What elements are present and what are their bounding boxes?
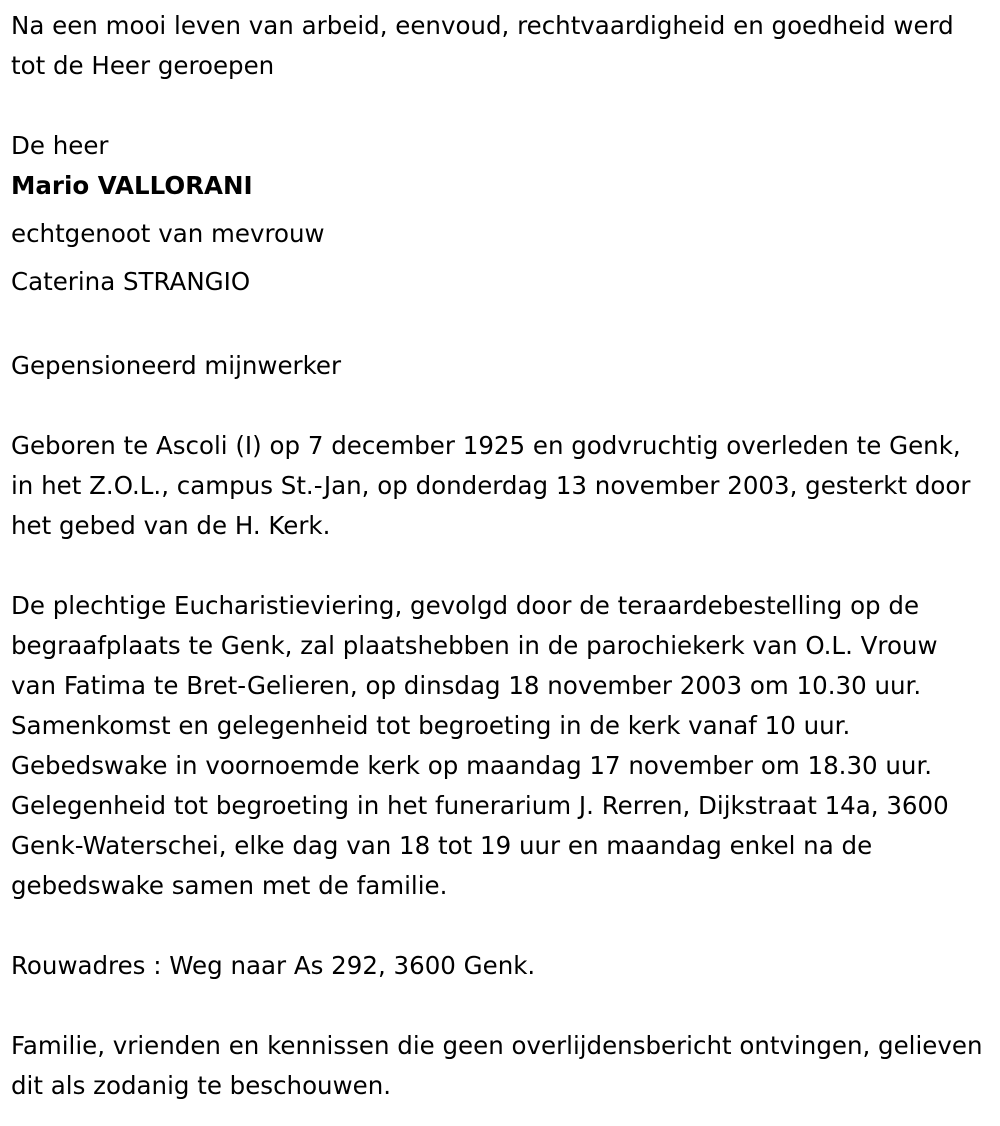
ceremony-paragraph: De plechtige Eucharistieviering, gevolgd door de teraardebestelling op de begraafplaats te Genk, zal plaatshebben in de parochiekerk van O.L. Vrouw van Fatima te Bret-Gelieren, op dinsdag 18 november 2003 om 10.30 uur. Samenkomst en gelegenheid tot begroeting in de kerk vanaf 10 uur. Gebedswake in voornoemde kerk op maandag 17 november om 18.30 uur. Gelegenheid tot begroeting in het funerarium J. Rerren, Dijkstraat 14a, 3600 Genk-Waterschei, elke dag van 18 tot 19 uur en maandag enkel na de gebedswake samen met de familie. [11, 591, 949, 900]
spacer [11, 546, 986, 586]
occupation: Gepensioneerd mijnwerker [11, 351, 342, 380]
birth-death-paragraph: Geboren te Ascoli (I) op 7 december 1925 en godvruchtig overleden te Genk, in het Z.O.L., campus St.-Jan, op donderdag 13 november 2003, gesterkt door het gebed van de H. Kerk. [11, 431, 971, 540]
spacer [11, 906, 986, 946]
closing-paragraph: Familie, vrienden en kennissen die geen overlijdensbericht ontvingen, gelieven dit als zodanig te beschouwen. [11, 1031, 983, 1100]
deceased-name: Mario VALLORANI [11, 171, 253, 200]
spacer [11, 386, 986, 426]
spacer [11, 986, 986, 1026]
salutation: De heer [11, 131, 109, 160]
spacer [11, 306, 986, 346]
spouse-name: Caterina STRANGIO [11, 267, 251, 296]
name-block [11, 162, 986, 306]
intro-text: Na een mooi leven van arbeid, eenvoud, rechtvaardigheid en goedheid werd tot de Heer geroepen [11, 11, 954, 80]
spouse-relation: echtgenoot van mevrouw [11, 219, 325, 248]
obituary-notice [11, 6, 986, 1106]
spacer [11, 86, 986, 126]
mourning-address: Rouwadres : Weg naar As 292, 3600 Genk. [11, 951, 536, 980]
